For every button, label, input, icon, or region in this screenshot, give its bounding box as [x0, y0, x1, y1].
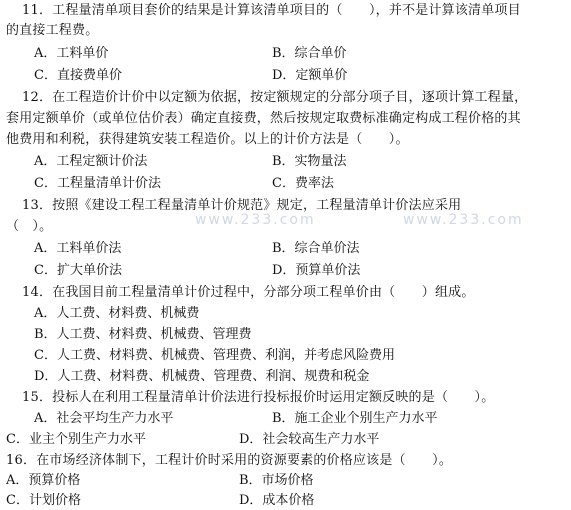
q13-option-c: C．扩大单价法	[34, 263, 122, 278]
watermark-right: www.233.com	[403, 212, 524, 228]
q15-stem-line-1: 15．投标人在利用工程量清单计价法进行投标报价时运用定额反映的是（ ）。	[22, 390, 495, 405]
q13-option-d: D．预算单价法	[272, 263, 361, 278]
q15-option-c: C．业主个别生产力水平	[6, 432, 146, 447]
q15-option-b: B．施工企业个别生产力水平	[272, 411, 438, 426]
q11-stem-line-2: 的直接工程费。	[6, 23, 99, 38]
q16-option-a: A．预算价格	[6, 473, 81, 488]
q12-option-b: B．实物量法	[272, 154, 347, 169]
q11-option-c: C．直接费单价	[34, 68, 122, 83]
q16-stem-line-1: 16．在市场经济体制下，工程计价时采用的资源要素的价格应该是（ ）。	[6, 453, 453, 468]
q13-stem-line-2: （ ）。	[6, 219, 53, 234]
q12-option-a: A．工程定额计价法	[34, 154, 148, 169]
q14-stem-line-1: 14．在我国目前工程量清单计价过程中，分部分项工程单价由（ ）组成。	[22, 285, 475, 300]
q11-stem-line-1: 11．工程量清单项目套价的结果是计算该清单项目的（ ），并不是计算该清单项目	[22, 3, 521, 18]
q16-option-d: D．成本价格	[239, 493, 315, 508]
q15-option-a: A．社会平均生产力水平	[34, 411, 174, 426]
q16-option-c: C．计划价格	[6, 493, 81, 508]
q14-option-c: C．人工费、材料费、机械费、管理费、利润，并考虑风险费用	[34, 348, 395, 363]
q12-stem-line-3: 他费用和利税，获得建筑安装工程造价。以上的计价方法是（ ）。	[6, 132, 409, 147]
watermark-left: www.233.com	[195, 212, 316, 228]
q16-option-b: B．市场价格	[239, 473, 314, 488]
q13-option-b: B．综合单价法	[272, 241, 360, 256]
q12-option-d: C．费率法	[272, 176, 334, 191]
q13-stem-line-1: 13．按照《建设工程工程量清单计价规范》规定，工程量清单计价法应采用	[22, 198, 462, 213]
q14-option-b: B．人工费、材料费、机械费、管理费	[34, 327, 252, 342]
q12-stem-line-1: 12．在工程造价计价中以定额为依据，按定额规定的分部分项子目，逐项计算工程量，	[22, 90, 528, 105]
q14-option-d: D．人工费、材料费、机械费、管理费、利润、规费和税金	[34, 369, 370, 384]
q12-option-c: C．工程量清单计价法	[34, 176, 161, 191]
q14-option-a: A．人工费、材料费、机械费	[34, 306, 200, 321]
q11-option-a: A．工料单价	[34, 46, 109, 61]
q12-stem-line-2: 套用定额单价（或单位估价表）确定直接费，然后按规定取费标准确定构成工程价格的其	[6, 111, 521, 126]
q15-option-d: D．社会较高生产力水平	[239, 432, 380, 447]
q11-option-d: D．定额单价	[272, 68, 348, 83]
q13-option-a: A．工料单价法	[34, 241, 122, 256]
q11-option-b: B．综合单价	[272, 46, 347, 61]
